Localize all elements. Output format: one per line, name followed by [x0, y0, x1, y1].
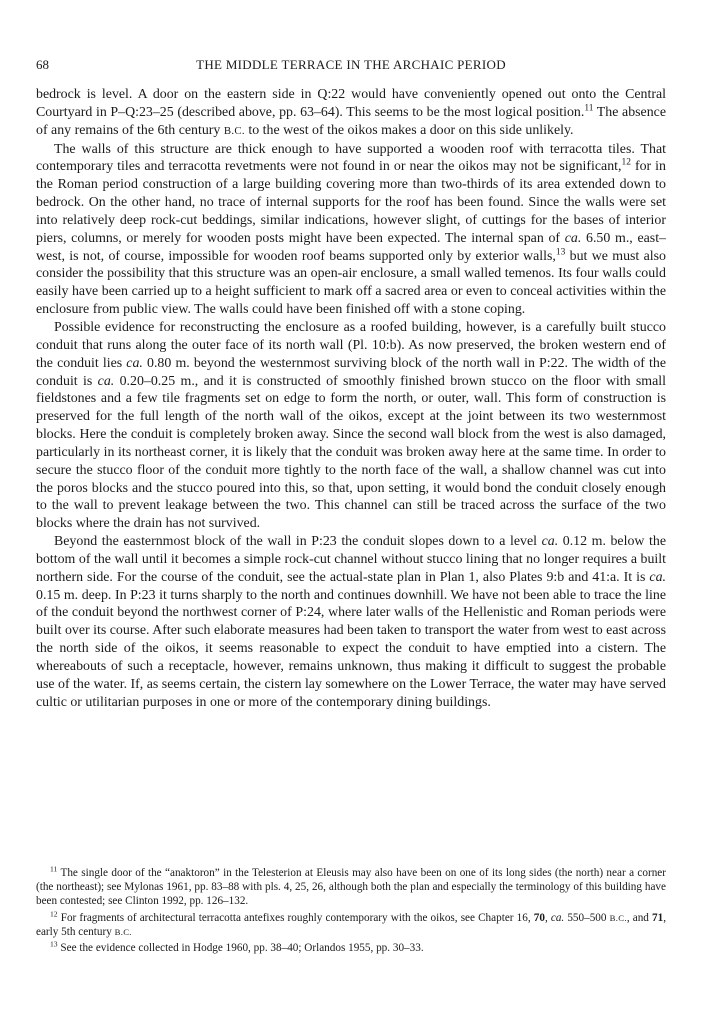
body-text [36, 86, 666, 712]
footnote-11: $^{11}$ The single door of the “anaktoron” in the Telesterion at Eleusis may also have been on one of its long sides (the north) near a corner (the northeast); see Mylonas 1961, pp. 83–88 with pls. 4, 25, 26, although both the plan and especially the terminology of this building have been contested; see Clinton 1992, pp. 126–132. [36, 864, 666, 908]
paragraph-4: Beyond the easternmost block of the wall in P:23 the conduit slopes down to a level ca. 0.12 m. below the bottom of the wall until it becomes a simple rock-cut channel without stucco lining that no longer requires a built northern side. For the course of the conduit, see the actual-state plan in Plan 1, also Plates 9:b and 41:a. It is ca. 0.15 m. deep. In P:23 it turns sharply to the north and continues downhill. We have not been able to trace the line of the conduit beyond the northwest corner of P:24, where later walls of the Hellenistic and Roman periods were built over its course. After such elaborate measures had been taken to transport the water from west to east across the north side of the oikos, it seems reasonable to expect the conduit to have emptied into a cistern. The whereabouts of such a receptacle, however, remains unknown, thus making it difficult to suggest the probable use of the water. If, as seems certain, the cistern lay somewhere on the Lower Terrace, the water may have served cultic or utilitarian purposes in one or more of the contemporary dining buildings. [36, 534, 666, 710]
running-title: THE MIDDLE TERRACE IN THE ARCHAIC PERIOD [196, 57, 506, 72]
footnote-12: $^{12}$ For fragments of architectural terracotta antefixes roughly contemporary with the oikos, see Chapter 16, 70, ca. 550–500 B.C., and 71, early 5th century B.C. [36, 908, 667, 938]
paragraph-2: The walls of this structure are thick enough to have supported a wooden roof with terracotta tiles. That contemporary tiles and terracotta revetments were not found in or near the oikos may not be significant,$^{12}$ for in the Roman period construction of a large building covering more than two-thirds of its area extended down to bedrock. On the other hand, no trace of internal supports for the roof has been found. Since the walls were set into relatively deep rock-cut beddings, similar indications, however slight, of cuttings for the bases of interior piers, columns, or merely for wooden posts might have been expected. The internal span of ca. 6.50 m., east–west, is not, of course, impossible for wooden roof beams supported only by exterior walls,$^{13}$ but we must also consider the possibility that this structure was an open-air enclosure, a small walled temenos. Its four walls could easily have been carried up to a height sufficient to mark off a sacred area or even to conceal activities within the enclosure from public view. The walls could have been finished off with a stone coping. [36, 141, 667, 318]
footnote-13: $^{13}$ See the evidence collected in Hodge 1960, pp. 38–40; Orlandos 1955, pp. 30–33. [50, 939, 424, 955]
running-head [36, 56, 666, 74]
footnote-ref-12: 12 [621, 157, 631, 168]
footnote-ref-13: 13 [555, 246, 566, 257]
footnotes [36, 866, 666, 957]
paragraph-3: Possible evidence for reconstructing the enclosure as a roofed building, however, is a carefully built stucco conduit that runs along the outer face of its north wall (Pl. 10:b). As now preserved, the broken western end of the conduit lies ca. 0.80 m. beyond the westernmost surviving block of the north wall in P:22. The width of the conduit is ca. 0.20–0.25 m., and it is constructed of smoothly finished brown stucco on the floor with small fieldstones and a few tile fragments set on edge to form the north, or outer, wall. This form of construction is preserved for the full length of the north wall of the oikos, except at the joint between its two westernmost blocks. Here the conduit is completely broken away. Since the second wall block from the west is also damaged, particularly in its northeast corner, it is likely that the conduit was broken away here at the same time. In order to secure the stucco floor of the conduit more tightly to the north face of the wall, a shallow channel was cut into the poros blocks and the stucco poured into this, so that, upon setting, it would bond the conduit closely enough to the wall to prevent leakage between the two. This channel can still be traced across the surface of the two blocks where the drain has not survived. [36, 319, 667, 532]
footnote-ref-11: 11 [584, 103, 594, 114]
paragraph-1: bedrock is level. A door on the eastern side in Q:22 would have conveniently opened out onto the Central Courtyard in P–Q:23–25 (described above, pp. 63–64). This seems to be the most logical position.$^{11}$ The absence of any remains of the 6th century B.C. to the west of the oikos makes a door on this side unlikely. [36, 87, 666, 138]
page-number: 68 [36, 57, 49, 72]
